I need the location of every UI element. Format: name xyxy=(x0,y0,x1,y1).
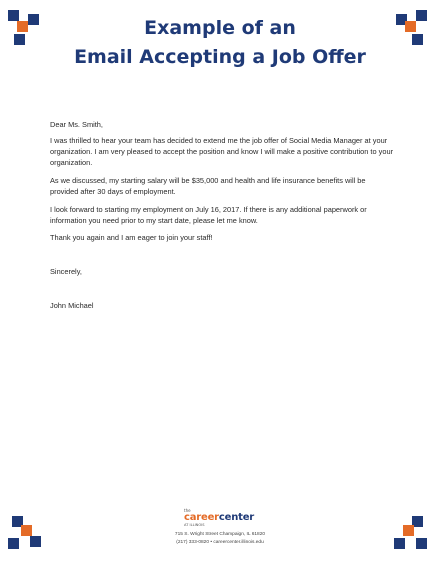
page-title-line-1: Example of an xyxy=(144,17,296,39)
page-title-line-2: Email Accepting a Job Offer xyxy=(74,46,366,68)
footer-contact: (217) 333-0820 • careercenter.illinois.edu xyxy=(176,540,264,545)
corner-decoration-bottom-left xyxy=(8,516,42,552)
footer-address: 715 S. Wright Street Champaign, IL 61820 xyxy=(174,532,266,537)
career-center-logo xyxy=(165,508,275,548)
corner-decoration-bottom-right xyxy=(394,516,428,552)
logo-small-text: the xyxy=(184,508,191,513)
letter-greeting: Dear Ms. Smith, xyxy=(50,120,103,129)
letter-paragraph-4: Thank you again and I am eager to join your staff! xyxy=(50,233,213,242)
letter-paragraph-1: I was thrilled to hear your team has decided to extend me the job offer of Social Media Manager at your organization. I am very pleased to accept the position and know I will make a positive contribution to your organization. xyxy=(50,136,394,167)
logo-wordmark: careercenter xyxy=(184,512,255,523)
letter-paragraph-3: I look forward to starting my employment on July 16, 2017. If there is any additional paperwork or information you need prior to my start date, please let me know. xyxy=(50,205,367,225)
letter-signature: John Michael xyxy=(50,301,94,310)
letter-closing: Sincerely, xyxy=(50,267,82,276)
letter-paragraph-2: As we discussed, my starting salary will be $35,000 and health and life insurance benefits will be provided after 30 days of employment. xyxy=(50,176,366,196)
logo-subtitle: AT ILLINOIS xyxy=(184,523,205,527)
